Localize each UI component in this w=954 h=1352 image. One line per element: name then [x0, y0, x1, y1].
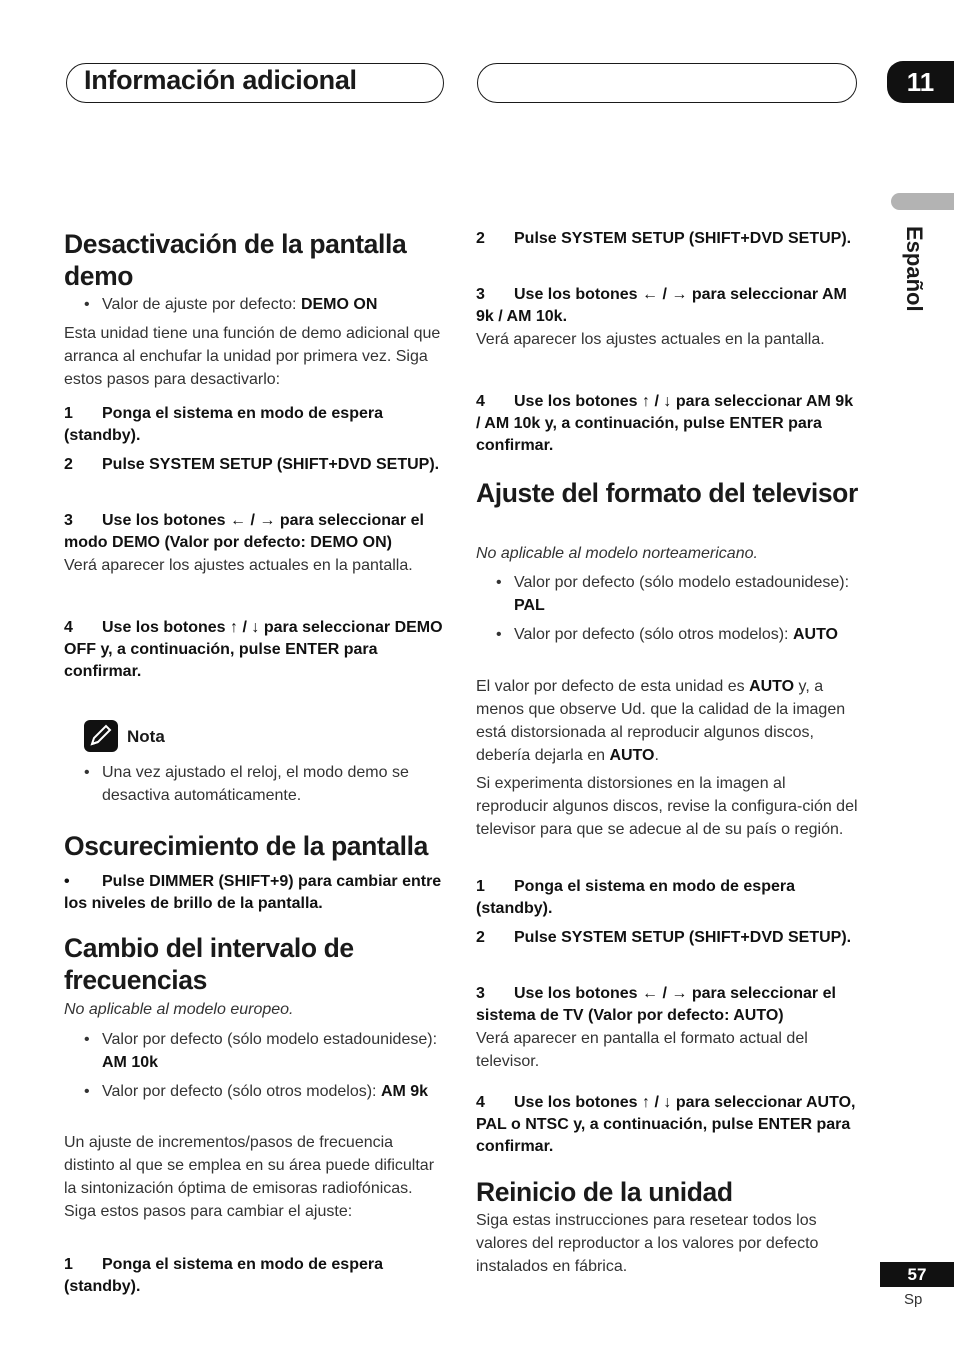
demo-default-bullet: • Valor de ajuste por defecto: DEMO ON [84, 296, 378, 313]
section-title-frequency: Cambio del intervalo de frecuencias [64, 933, 354, 995]
freq-step-1: 1 Ponga el sistema en modo de espera (standby). [64, 1256, 383, 1295]
left-right-arrows-icon: ← / → [642, 985, 688, 1002]
tv-paragraph-1: El valor por defecto de esta unidad es AUTO y, a menos que observe Ud. que la calidad de la imagen está distorsionada al reproducir algunos discos, debería dejarla en AUTO. [476, 678, 846, 764]
demo-step-2: 2 Pulse SYSTEM SETUP (SHIFT+DVD SETUP). [64, 456, 440, 473]
language-label: Español [902, 226, 927, 312]
freq-subtitle: No aplicable al modelo europeo. [64, 1001, 294, 1018]
freq-step-3-note: Verá aparecer los ajustes actuales en la pantalla. [476, 331, 825, 348]
freq-step-2: 2 Pulse SYSTEM SETUP (SHIFT+DVD SETUP). [476, 230, 852, 247]
section-title-reset: Reinicio de la unidad [476, 1177, 733, 1207]
section-title-demo: Desactivación de la pantalla demo [64, 229, 407, 291]
tv-default-bullet-2: • Valor por defecto (sólo otros modelos): AUTO [496, 626, 838, 643]
freq-intro: Un ajuste de incrementos/pasos de frecuencia distinto al que se emplea en su área puede dificultar la sintonización óptima de emisoras radiofónicas. Siga estos pasos para cambiar el ajuste: [64, 1134, 435, 1220]
section-title-tv-format: Ajuste del formato del televisor [476, 478, 858, 508]
left-right-arrows-icon: ← / → [230, 512, 276, 529]
tv-step-3: 3 Use los botones ← / → para seleccionar el sistema de TV (Valor por defecto: AUTO) [476, 985, 836, 1024]
page-title: Información adicional [84, 65, 357, 95]
tv-step-1: 1 Ponga el sistema en modo de espera (standby). [476, 878, 795, 917]
demo-default-value: DEMO ON [300, 296, 378, 313]
tv-step-2: 2 Pulse SYSTEM SETUP (SHIFT+DVD SETUP). [476, 929, 852, 946]
freq-step-4: 4 Use los botones ↑ / ↓ para seleccionar AM 9k / AM 10k y, a continuación, pulse ENTER para confirmar. [476, 393, 854, 454]
demo-step-3-note: Verá aparecer los ajustes actuales en la pantalla. [64, 557, 413, 574]
up-down-arrows-icon: ↑ / ↓ [642, 393, 672, 410]
note-pencil-icon [84, 720, 118, 752]
freq-default-bullet-1: • Valor por defecto (sólo modelo estadounidese): AM 10k [84, 1031, 438, 1071]
demo-step-3: 3 Use los botones ← / → para seleccionar el modo DEMO (Valor por defecto: DEMO ON) [64, 512, 424, 551]
page-language-code: Sp [904, 1291, 923, 1308]
dimmer-step: • Pulse DIMMER (SHIFT+9) para cambiar entre los niveles de brillo de la pantalla. [64, 873, 442, 912]
header-blank-frame [477, 63, 857, 103]
section-title-dimmer: Oscurecimiento de la pantalla [64, 831, 428, 861]
demo-intro: Esta unidad tiene una función de demo adicional que arranca al enchufar la unidad por primera vez. Siga estos pasos para desactivarlo: [64, 325, 441, 388]
tv-paragraph-2: Si experimenta distorsiones en la imagen al reproducir algunos discos, revise la configura-ción del televisor para que se adecue al de su país o región. [476, 775, 858, 838]
demo-default-label: Valor de ajuste por defecto: [102, 296, 301, 313]
note-label: Nota [127, 727, 165, 746]
page-number: 57 [880, 1262, 954, 1287]
demo-step-4: 4 Use los botones ↑ / ↓ para seleccionar DEMO OFF y, a continuación, pulse ENTER para confirmar. [64, 619, 443, 680]
tv-step-4: 4 Use los botones ↑ / ↓ para seleccionar AUTO, PAL o NTSC y, a continuación, pulse ENTER para confirmar. [476, 1094, 856, 1155]
tv-default-bullet-1: • Valor por defecto (sólo modelo estadounidese): PAL [496, 574, 850, 614]
up-down-arrows-icon: ↑ / ↓ [230, 619, 260, 636]
language-tab-marker [891, 193, 954, 210]
demo-step-1: 1 Ponga el sistema en modo de espera (standby). [64, 405, 383, 444]
left-right-arrows-icon: ← / → [642, 286, 688, 303]
freq-default-bullet-2: • Valor por defecto (sólo otros modelos): AM 9k [84, 1083, 429, 1100]
chapter-badge: 11 [887, 61, 954, 103]
tv-subtitle: No aplicable al modelo norteamericano. [476, 545, 758, 562]
freq-step-3: 3 Use los botones ← / → para seleccionar AM 9k / AM 10k. [476, 286, 847, 325]
tv-step-3-note: Verá aparecer en pantalla el formato actual del televisor. [476, 1030, 808, 1070]
note-bullet: • Una vez ajustado el reloj, el modo demo se desactiva automáticamente. [84, 764, 409, 804]
reset-text: Siga estas instrucciones para resetear todos los valores del reproductor a los valores por defecto instalados en fábrica. [476, 1212, 819, 1275]
up-down-arrows-icon: ↑ / ↓ [642, 1094, 672, 1111]
